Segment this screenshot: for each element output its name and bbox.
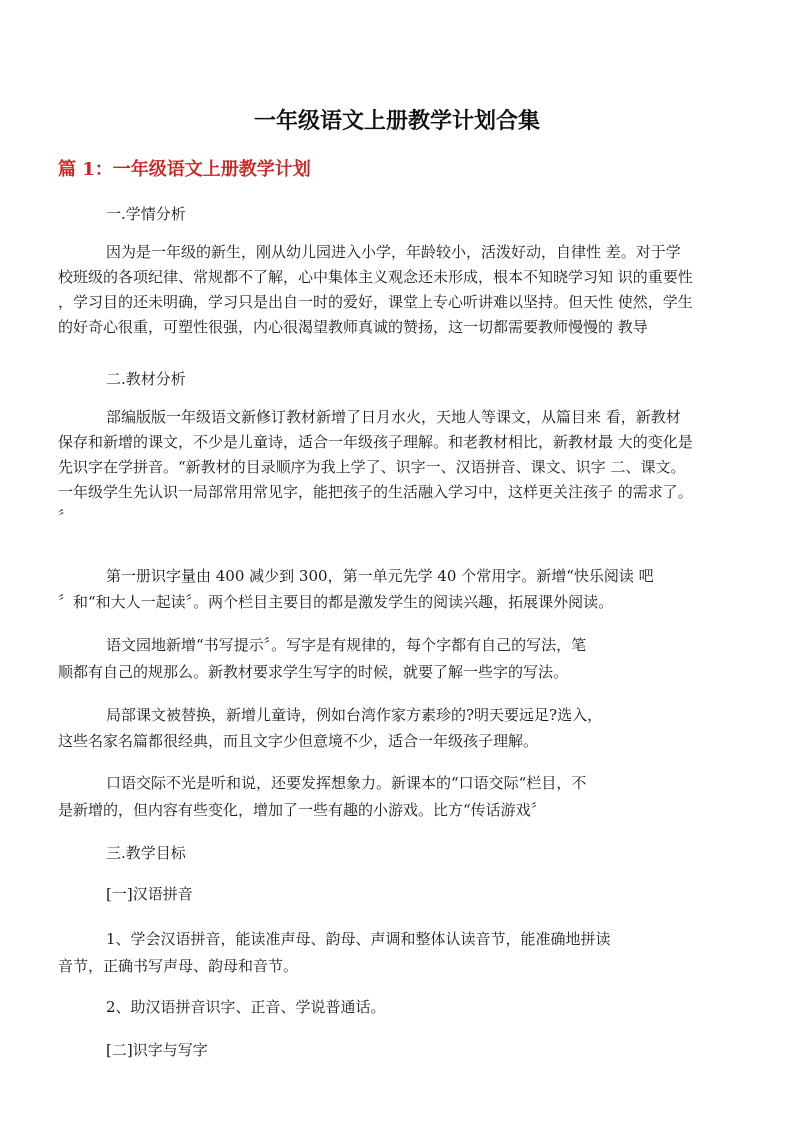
paragraph-line: 这些名家名篇都很经典，而且文字少但意境不少，适合一年级孩子理解。 — [58, 732, 539, 750]
paragraph-literacy-count — [58, 563, 738, 615]
paragraph-replaced-texts — [58, 702, 738, 754]
paragraph-learning-analysis — [58, 240, 738, 340]
paragraph-line: 口语交际不光是听和说，还要发挥想象力。新课本的“口语交际“栏目，不 — [106, 774, 587, 792]
subsection-heading-pinyin: [一]汉语拼音 — [106, 885, 193, 903]
paragraph-line: 语文园地新增“书写提示〞。写字是有规律的，每个字都有自己的写法，笔 — [106, 636, 587, 654]
paragraph-writing-tips — [58, 632, 738, 686]
section-heading-teaching-goals: 三.教学目标 — [106, 844, 186, 862]
chapter-heading: 篇 1：一年级语文上册教学计划 — [58, 159, 311, 180]
paragraph-oral-communication — [58, 770, 738, 824]
paragraph-line: 局部课文被替换，新增儿童诗，例如台湾作家方素珍的?明天要远足?选入， — [106, 706, 603, 724]
list-item-pinyin-1 — [58, 926, 738, 980]
paragraph-line: 一年级学生先认识一局部常用常见字，能把孩子的生活融入学习中，这样更关注孩子 的需求了。 — [58, 483, 693, 501]
paragraph-line: 因为是一年级的新生，刚从幼儿园进入小学，年龄较小，活泼好动，自律性 差。对于学 — [106, 243, 681, 261]
list-item-pinyin-2: 2、助汉语拼音识字、正音、学说普通话。 — [106, 998, 386, 1016]
paragraph-line: 〞 — [58, 508, 74, 526]
paragraph-line: ，学习目的还未明确，学习只是出自一时的爱好，课堂上专心听讲难以坚持。但天性 使然，学生 — [58, 293, 693, 311]
paragraph-line: 校班级的各项纪律、常规都不了解，心中集体主义观念还未形成，根本不知晓学习知 识的重要性 — [58, 268, 693, 286]
paragraph-line: 的好奇心很重，可塑性很强，内心很渴望教师真诚的赞扬，这一切都需要教师慢慢的 教导 — [58, 318, 648, 336]
paragraph-line: 音节，正确书写声母、韵母和音节。 — [58, 957, 299, 975]
subsection-heading-literacy-writing: [二]识字与写字 — [106, 1041, 208, 1059]
paragraph-line: 先识字在学拼音。“新教材的目录顺序为我上学了、识字一、汉语拼音、课文、识字 二、课文。 — [58, 458, 686, 476]
paragraph-line: 1、学会汉语拼音，能读准声母、韵母、声调和整体认读音节，能准确地拼读 — [106, 930, 611, 948]
paragraph-line: 顺都有自己的规那么。新教材要求学生写字的时候，就要了解一些字的写法。 — [58, 663, 569, 681]
section-heading-textbook-analysis: 二.教材分析 — [106, 370, 186, 388]
paragraph-line: 是新增的，但内容有些变化，增加了一些有趣的小游戏。比方“传话游戏〞 — [58, 801, 546, 819]
paragraph-line: 〞和“和大人一起读〞。两个栏目主要目的都是激发学生的阅读兴趣，拓展课外阅读。 — [58, 593, 614, 611]
paragraph-line: 保存和新增的课文，不少是儿童诗，适合一年级孩子理解。和老教材相比，新教材最 大的变化是 — [58, 433, 693, 451]
paragraph-textbook-analysis — [58, 405, 738, 530]
section-heading-learning-analysis: 一.学情分析 — [106, 205, 186, 223]
paragraph-line: 第一册识字量由 400 减少到 300，第一单元先学 40 个常用字。新增“快乐阅读 吧 — [106, 567, 654, 585]
document-title: 一年级语文上册教学计划合集 — [253, 108, 540, 134]
paragraph-line: 部编版版一年级语文新修订教材新增了日月水火，天地人等课文，从篇目来 看，新教材 — [106, 408, 681, 426]
